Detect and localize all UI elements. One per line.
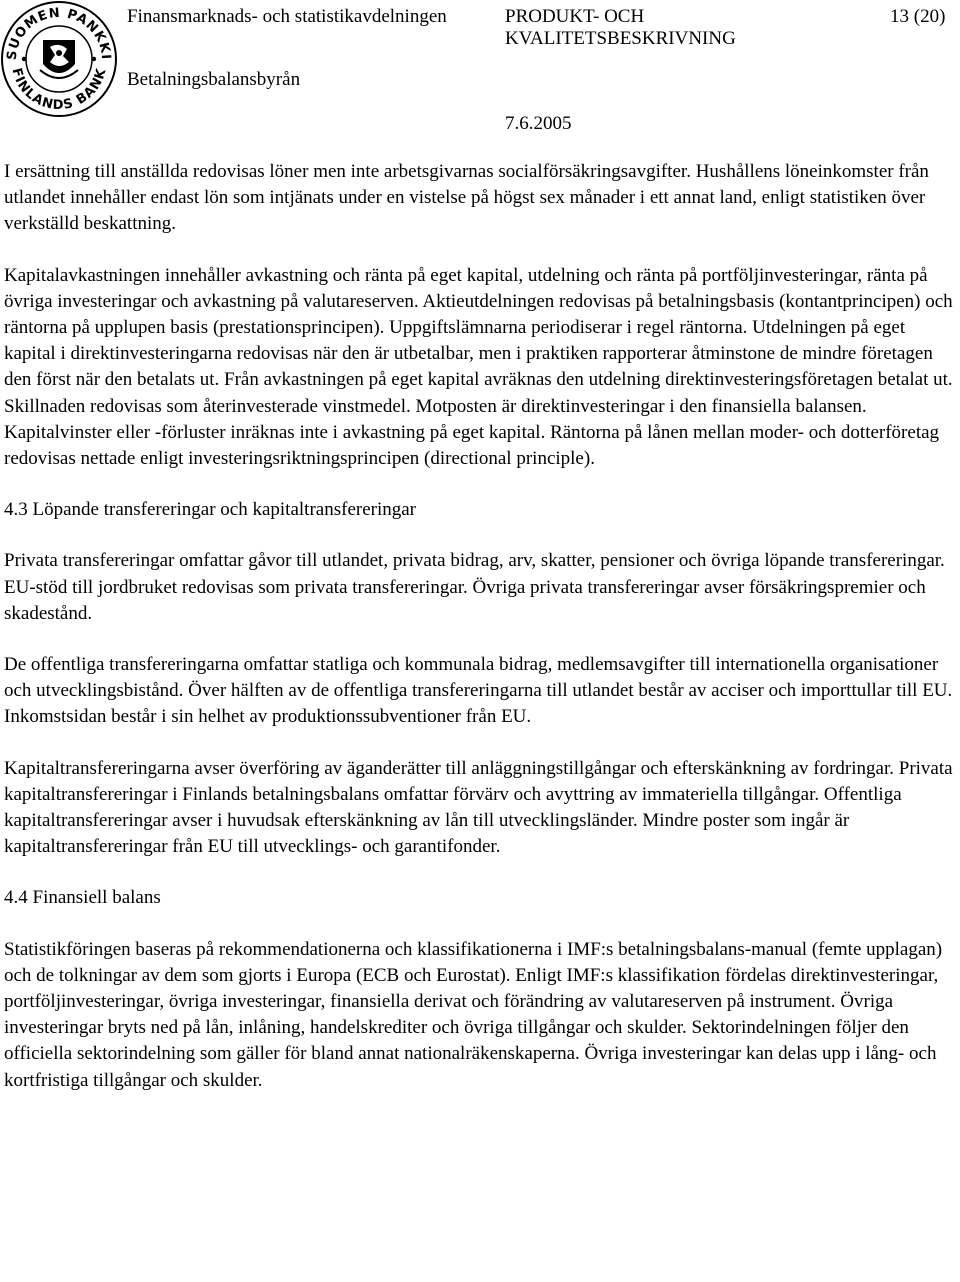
document-title-line1: PRODUKT- OCH	[505, 6, 645, 27]
paragraph-investment-income: Kapitalavkastningen innehåller avkastning och ränta på eget kapital, utdelning och ränta på portföljinvesteringar, ränta på övriga investeringar och avkastning på valutareserven. Aktieutdelningen redovisas på betalningsbasis (kontantprincipen) och räntorna på upplupen basis (prestationsprincipen). Uppgiftslämnarna periodiserar i regel räntorna. Utdelningen på eget kapital i direktinvesteringarna redovisas när den är utbetalbar, men i praktiken rapporterar åtminstone de mindre företagen den först när den betalats ut. Från avkastningen på eget kapital avräknas den utdelning direktinvesteringsföretagen betalat ut. Skillnaden redovisas som återinvesterade vinstmedel. Motposten är direktinvesteringar i den finansiella balansen. Kapitalvinster eller -förluster inräknas inte i avkastning på eget kapital. Räntorna på lånen mellan moder- och dotterföretag redovisas nettade enligt investeringsriktningsprincipen (directional principle).	[4, 264, 953, 470]
department-name: Finansmarknads- och statistikavdelningen	[127, 6, 447, 27]
bank-seal-icon	[0, 0, 118, 118]
paragraph-capital-transfers: Kapitaltransfereringarna avser överföring av äganderätter till anläggningstillgångar och efterskänkning av fordringar. Privata kapitaltransfereringar i Finlands betalningsbalans omfattar förvärv och avyttring av immateriella tillgångar. Offentliga kapitaltransfereringar avser i huvudsak efterskänkning av lån till utvecklingsländer. Mindre poster som ingår är kapitaltransfereringar från EU till utvecklings- och garantifonder.	[4, 757, 953, 858]
paragraph-financial-account: Statistikföringen baseras på rekommendationerna och klassifikationerna i IMF:s betalningsbalans-manual (femte upplagan) och de tolkningar av dem som gjorts i Europa (ECB och Eurostat). Enligt IMF:s klassifikation fördelas direktinvesteringar, portföljinvesteringar, övriga investeringar, finansiella derivat och förändring av valutareserven på instrument. Övriga investeringar bryts ned på lån, inlåning, handelskrediter och övriga tillgångar och skulder. Sektorindelningen följer den officiella sektorindelning som gäller för bland annat nationalräkenskaperna. Övriga investeringar kan delas upp i lång- och kortfristiga tillgångar och skulder.	[4, 938, 943, 1091]
document-date: 7.6.2005	[505, 113, 572, 134]
svg-text:FINLANDS BANK: FINLANDS BANK	[8, 66, 110, 114]
section-heading-4-4: 4.4 Finansiell balans	[4, 887, 161, 909]
paragraph-compensation: I ersättning till anställda redovisas löner men inte arbetsgivarnas socialförsäkringsavgifter. Hushållens löneinkomster från utlandet innehåller endast lön som intjänats under en vistelse på högst sex månader i ett annat land, enligt statistiken över verkställd beskattning.	[4, 161, 929, 235]
section-heading-4-3: 4.3 Löpande transfereringar och kapitaltransfereringar	[4, 499, 416, 521]
paragraph-private-transfers: Privata transfereringar omfattar gåvor till utlandet, privata bidrag, arv, skatter, pensioner och övriga löpande transfereringar. EU-stöd till jordbruket redovisas som privata transfereringar. Övriga privata transfereringar avser försäkringspremier och skadestånd.	[4, 550, 945, 624]
document-title-line2: KVALITETSBESKRIVNING	[505, 28, 736, 49]
svg-text:SUOMEN PANKKI: SUOMEN PANKKI	[4, 5, 114, 61]
document-title	[505, 6, 736, 50]
unit-name: Betalningsbalansbyrån	[127, 69, 301, 90]
page-header	[0, 0, 960, 140]
document-body	[4, 159, 956, 1119]
paragraph-public-transfers: De offentliga transfereringarna omfattar statliga och kommunala bidrag, medlemsavgifter till internationella organisationer och utvecklingsbistånd. Över hälften av de offentliga transfereringarna till utlandet består av acciser och importtullar till EU. Inkomstsidan består i sin helhet av produktionssubventioner från EU.	[4, 654, 953, 728]
page-number: 13 (20)	[890, 6, 946, 27]
bank-seal-logo	[0, 0, 118, 118]
